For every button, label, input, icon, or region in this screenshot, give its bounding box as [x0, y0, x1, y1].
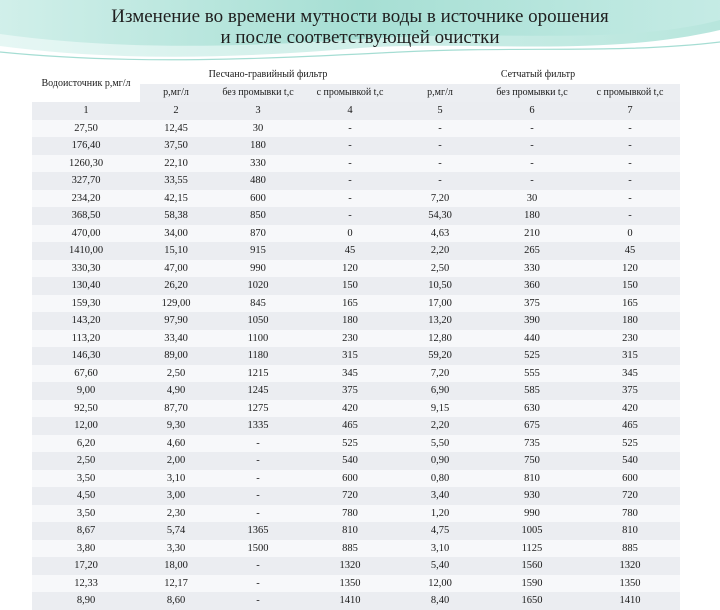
- table-cell: 54,30: [396, 207, 484, 225]
- table-cell: 7,20: [396, 365, 484, 383]
- table-cell: 17,00: [396, 295, 484, 313]
- table-cell: 630: [484, 400, 580, 418]
- table-cell: -: [580, 207, 680, 225]
- table-cell: 1245: [212, 382, 304, 400]
- table-cell: 120: [304, 260, 396, 278]
- table-cell: 150: [580, 277, 680, 295]
- table-cell: 315: [304, 347, 396, 365]
- table-cell: 45: [304, 242, 396, 260]
- table-cell: -: [580, 190, 680, 208]
- table-cell: 600: [304, 470, 396, 488]
- table-cell: 2,20: [396, 417, 484, 435]
- table-cell: 4,63: [396, 225, 484, 243]
- table-cell: 2,50: [140, 365, 212, 383]
- table-cell: 1410: [580, 592, 680, 610]
- table-cell: 1365: [212, 522, 304, 540]
- table-cell: 129,00: [140, 295, 212, 313]
- table-cell: 7,20: [396, 190, 484, 208]
- table-cell: 420: [580, 400, 680, 418]
- table-cell: 1335: [212, 417, 304, 435]
- table-cell: 4,75: [396, 522, 484, 540]
- table-cell: 600: [212, 190, 304, 208]
- table-row: [32, 172, 680, 190]
- table-cell: 146,30: [32, 347, 140, 365]
- table-cell: 33,40: [140, 330, 212, 348]
- table-cell: 0,80: [396, 470, 484, 488]
- table-cell: 540: [580, 452, 680, 470]
- table-cell: 780: [304, 505, 396, 523]
- turbidity-table-container: [32, 66, 680, 610]
- table-row: [32, 382, 680, 400]
- table-cell: 810: [484, 470, 580, 488]
- header-mesh-filter: Сетчатый фильтр: [396, 66, 680, 84]
- slide-title-line-1: Изменение во времени мутности воды в источнике орошения: [111, 6, 609, 27]
- table-cell: 885: [580, 540, 680, 558]
- table-cell: 2,50: [396, 260, 484, 278]
- table-cell: -: [212, 487, 304, 505]
- table-cell: 22,10: [140, 155, 212, 173]
- table-cell: -: [484, 172, 580, 190]
- table-cell: 2,30: [140, 505, 212, 523]
- table-cell: 5,40: [396, 557, 484, 575]
- table-cell: 87,70: [140, 400, 212, 418]
- table-cell: 15,10: [140, 242, 212, 260]
- table-cell: 1350: [304, 575, 396, 593]
- table-cell: 915: [212, 242, 304, 260]
- slide-title: [0, 6, 720, 48]
- table-row: [32, 330, 680, 348]
- slide-title-line-2: и после соответствующей очистки: [220, 27, 500, 48]
- table-row: [32, 540, 680, 558]
- table-cell: 3,10: [140, 470, 212, 488]
- table-cell: -: [396, 137, 484, 155]
- table-cell: 26,20: [140, 277, 212, 295]
- header-mesh-p: p,мг/л: [396, 84, 484, 102]
- table-cell: -: [304, 120, 396, 138]
- table-cell: 265: [484, 242, 580, 260]
- table-row: [32, 137, 680, 155]
- table-cell: 3,50: [32, 505, 140, 523]
- table-cell: 375: [304, 382, 396, 400]
- header-row-groups: [32, 66, 680, 84]
- table-cell: 990: [212, 260, 304, 278]
- table-row: [32, 242, 680, 260]
- table-row: [32, 295, 680, 313]
- table-cell: 8,67: [32, 522, 140, 540]
- header-sand-p: p,мг/л: [140, 84, 212, 102]
- table-cell: 1180: [212, 347, 304, 365]
- table-cell: 8,90: [32, 592, 140, 610]
- table-cell: 1215: [212, 365, 304, 383]
- table-cell: 45: [580, 242, 680, 260]
- table-cell: 720: [304, 487, 396, 505]
- table-row: [32, 312, 680, 330]
- table-cell: 150: [304, 277, 396, 295]
- table-cell: 4,90: [140, 382, 212, 400]
- table-cell: 165: [304, 295, 396, 313]
- table-cell: 9,30: [140, 417, 212, 435]
- header-source: Водоисточник p,мг/л: [32, 66, 140, 102]
- table-cell: 42,15: [140, 190, 212, 208]
- table-row: [32, 505, 680, 523]
- table-cell: 165: [580, 295, 680, 313]
- table-cell: 113,20: [32, 330, 140, 348]
- table-cell: -: [580, 172, 680, 190]
- col-number: 6: [484, 102, 580, 120]
- table-row: [32, 592, 680, 610]
- table-cell: -: [484, 137, 580, 155]
- table-cell: 12,80: [396, 330, 484, 348]
- table-cell: 345: [580, 365, 680, 383]
- table-cell: 3,10: [396, 540, 484, 558]
- table-cell: 12,45: [140, 120, 212, 138]
- table-cell: -: [212, 592, 304, 610]
- table-cell: -: [304, 190, 396, 208]
- table-cell: 12,17: [140, 575, 212, 593]
- table-cell: -: [484, 155, 580, 173]
- table-cell: 525: [580, 435, 680, 453]
- table-cell: 850: [212, 207, 304, 225]
- table-cell: 8,60: [140, 592, 212, 610]
- table-row: [32, 225, 680, 243]
- table-cell: 1260,30: [32, 155, 140, 173]
- table-cell: 10,50: [396, 277, 484, 295]
- table-cell: 360: [484, 277, 580, 295]
- table-cell: 0: [580, 225, 680, 243]
- table-cell: 18,00: [140, 557, 212, 575]
- header-mesh-no-flush: без промывки t,c: [484, 84, 580, 102]
- table-row: [32, 522, 680, 540]
- table-cell: 990: [484, 505, 580, 523]
- col-number: 4: [304, 102, 396, 120]
- table-row: [32, 417, 680, 435]
- table-cell: 345: [304, 365, 396, 383]
- table-cell: 1,20: [396, 505, 484, 523]
- table-cell: 810: [580, 522, 680, 540]
- table-cell: 930: [484, 487, 580, 505]
- table-row: [32, 557, 680, 575]
- table-cell: -: [212, 505, 304, 523]
- table-row: [32, 470, 680, 488]
- table-cell: -: [396, 155, 484, 173]
- table-row: [32, 575, 680, 593]
- table-row: [32, 190, 680, 208]
- table-cell: 89,00: [140, 347, 212, 365]
- table-cell: 143,20: [32, 312, 140, 330]
- table-cell: 600: [580, 470, 680, 488]
- table-cell: 525: [304, 435, 396, 453]
- column-number-row: [32, 102, 680, 120]
- table-cell: 555: [484, 365, 580, 383]
- table-cell: 1005: [484, 522, 580, 540]
- table-cell: 97,90: [140, 312, 212, 330]
- table-cell: 780: [580, 505, 680, 523]
- turbidity-table: [32, 66, 680, 610]
- table-cell: 130,40: [32, 277, 140, 295]
- table-cell: 230: [580, 330, 680, 348]
- table-cell: 735: [484, 435, 580, 453]
- table-cell: 12,33: [32, 575, 140, 593]
- table-row: [32, 400, 680, 418]
- table-cell: 159,30: [32, 295, 140, 313]
- table-cell: -: [212, 470, 304, 488]
- table-cell: 585: [484, 382, 580, 400]
- table-cell: 27,50: [32, 120, 140, 138]
- table-row: [32, 155, 680, 173]
- table-cell: 525: [484, 347, 580, 365]
- table-cell: -: [396, 120, 484, 138]
- table-cell: 3,30: [140, 540, 212, 558]
- table-cell: 390: [484, 312, 580, 330]
- table-cell: 675: [484, 417, 580, 435]
- table-cell: 4,50: [32, 487, 140, 505]
- table-cell: 720: [580, 487, 680, 505]
- table-cell: 540: [304, 452, 396, 470]
- table-row: [32, 277, 680, 295]
- table-cell: 30: [212, 120, 304, 138]
- table-cell: 0: [304, 225, 396, 243]
- table-cell: 3,50: [32, 470, 140, 488]
- col-number: 3: [212, 102, 304, 120]
- table-cell: 3,00: [140, 487, 212, 505]
- table-cell: 120: [580, 260, 680, 278]
- table-row: [32, 435, 680, 453]
- table-cell: 870: [212, 225, 304, 243]
- header-sand-filter: Песчано-гравийный фильтр: [140, 66, 396, 84]
- table-cell: 1275: [212, 400, 304, 418]
- table-cell: 465: [580, 417, 680, 435]
- table-cell: 330: [484, 260, 580, 278]
- table-cell: 210: [484, 225, 580, 243]
- table-cell: 1410,00: [32, 242, 140, 260]
- table-cell: 327,70: [32, 172, 140, 190]
- table-cell: 176,40: [32, 137, 140, 155]
- table-cell: 5,50: [396, 435, 484, 453]
- table-cell: 12,00: [396, 575, 484, 593]
- table-cell: 1050: [212, 312, 304, 330]
- table-cell: -: [396, 172, 484, 190]
- table-cell: 8,40: [396, 592, 484, 610]
- table-cell: 5,74: [140, 522, 212, 540]
- table-cell: 2,20: [396, 242, 484, 260]
- table-cell: 6,90: [396, 382, 484, 400]
- table-cell: 1560: [484, 557, 580, 575]
- table-cell: -: [212, 435, 304, 453]
- table-cell: 230: [304, 330, 396, 348]
- table-cell: 58,38: [140, 207, 212, 225]
- col-number: 5: [396, 102, 484, 120]
- table-cell: 330: [212, 155, 304, 173]
- table-row: [32, 487, 680, 505]
- table-cell: 33,55: [140, 172, 212, 190]
- table-cell: 1650: [484, 592, 580, 610]
- table-cell: 30: [484, 190, 580, 208]
- table-cell: 180: [304, 312, 396, 330]
- table-cell: -: [304, 207, 396, 225]
- col-number: 1: [32, 102, 140, 120]
- table-cell: 330,30: [32, 260, 140, 278]
- table-cell: 470,00: [32, 225, 140, 243]
- col-number: 2: [140, 102, 212, 120]
- table-cell: -: [580, 155, 680, 173]
- table-cell: 9,00: [32, 382, 140, 400]
- table-cell: 810: [304, 522, 396, 540]
- table-cell: 1350: [580, 575, 680, 593]
- table-cell: -: [304, 172, 396, 190]
- table-cell: 315: [580, 347, 680, 365]
- table-row: [32, 452, 680, 470]
- table-cell: 47,00: [140, 260, 212, 278]
- header-mesh-flush: с промывкой t,c: [580, 84, 680, 102]
- table-cell: 1100: [212, 330, 304, 348]
- table-row: [32, 347, 680, 365]
- table-cell: 1020: [212, 277, 304, 295]
- table-cell: 368,50: [32, 207, 140, 225]
- table-cell: 3,80: [32, 540, 140, 558]
- table-cell: -: [304, 155, 396, 173]
- table-cell: 1590: [484, 575, 580, 593]
- table-cell: 440: [484, 330, 580, 348]
- table-row: [32, 260, 680, 278]
- table-cell: 1320: [304, 557, 396, 575]
- table-cell: 2,50: [32, 452, 140, 470]
- table-cell: -: [212, 575, 304, 593]
- col-number: 7: [580, 102, 680, 120]
- table-cell: -: [580, 137, 680, 155]
- table-cell: 375: [580, 382, 680, 400]
- table-cell: 67,60: [32, 365, 140, 383]
- table-cell: -: [484, 120, 580, 138]
- table-row: [32, 120, 680, 138]
- table-cell: 234,20: [32, 190, 140, 208]
- table-cell: 375: [484, 295, 580, 313]
- header-sand-flush: с промывкой t,c: [304, 84, 396, 102]
- table-cell: 1410: [304, 592, 396, 610]
- table-cell: 12,00: [32, 417, 140, 435]
- table-cell: 34,00: [140, 225, 212, 243]
- table-cell: 1125: [484, 540, 580, 558]
- table-cell: 750: [484, 452, 580, 470]
- table-cell: 3,40: [396, 487, 484, 505]
- table-cell: 92,50: [32, 400, 140, 418]
- table-cell: 59,20: [396, 347, 484, 365]
- table-cell: -: [212, 452, 304, 470]
- table-body: [32, 102, 680, 610]
- table-cell: 1500: [212, 540, 304, 558]
- table-row: [32, 365, 680, 383]
- table-cell: 845: [212, 295, 304, 313]
- table-cell: 17,20: [32, 557, 140, 575]
- table-cell: 4,60: [140, 435, 212, 453]
- table-cell: -: [304, 137, 396, 155]
- table-cell: 13,20: [396, 312, 484, 330]
- table-cell: 480: [212, 172, 304, 190]
- table-cell: 37,50: [140, 137, 212, 155]
- table-cell: -: [212, 557, 304, 575]
- header-sand-no-flush: без промывки t,c: [212, 84, 304, 102]
- table-cell: 885: [304, 540, 396, 558]
- table-cell: 180: [212, 137, 304, 155]
- table-cell: 180: [484, 207, 580, 225]
- table-cell: 6,20: [32, 435, 140, 453]
- table-cell: 2,00: [140, 452, 212, 470]
- table-cell: 9,15: [396, 400, 484, 418]
- table-cell: 420: [304, 400, 396, 418]
- table-cell: -: [580, 120, 680, 138]
- table-cell: 0,90: [396, 452, 484, 470]
- table-row: [32, 207, 680, 225]
- table-cell: 1320: [580, 557, 680, 575]
- table-cell: 465: [304, 417, 396, 435]
- table-cell: 180: [580, 312, 680, 330]
